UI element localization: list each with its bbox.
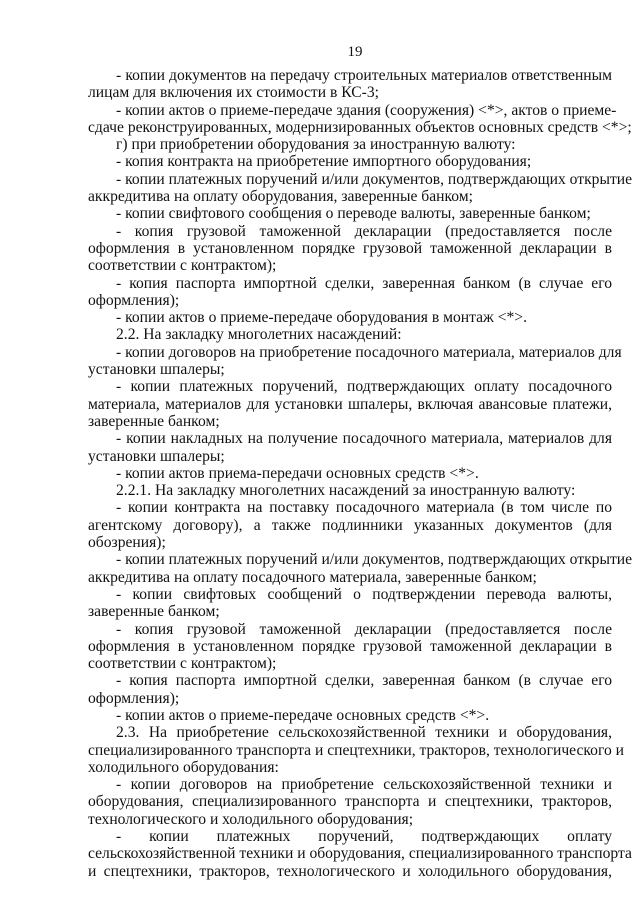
text-line: - копии свифтовых сообщений о подтверждении перевода валюты,: [116, 585, 612, 603]
page-number: 19: [347, 44, 363, 60]
text-line: - копия грузовой таможенной декларации (предоставляется после: [116, 620, 612, 638]
text-line: 2.3. На приобретение сельскохозяйственной техники и оборудования,: [116, 724, 612, 742]
text-line: материала, материалов для установки шпалеры, включая авансовые платежи,: [88, 395, 612, 413]
text-line: - копии платежных поручений и/или документов, подтверждающих открытие: [116, 551, 633, 569]
text-line: - копии свифтового сообщения о переводе валюты, заверенные банком;: [116, 205, 591, 223]
text-line: установки шпалеры;: [88, 361, 225, 379]
text-line: соответствии с контрактом);: [88, 257, 277, 275]
text-line: - копии накладных на получение посадочного материала, материалов для: [116, 430, 612, 448]
text-line: оформления в установленном порядке грузовой таможенной декларации в: [88, 637, 612, 655]
document-body: [88, 67, 633, 880]
text-line: оформления);: [88, 689, 180, 707]
text-line: - копии договоров на приобретение посадочного материала, материалов для: [116, 343, 622, 361]
text-line: заверенные банком;: [88, 603, 220, 621]
text-line: - копии договоров на приобретение сельскохозяйственной техники и: [116, 776, 612, 794]
text-line: - копия контракта на приобретение импортного оборудования;: [116, 153, 532, 171]
text-line: - копии актов о приеме-передаче оборудования в монтаж <*>.: [116, 309, 527, 327]
text-line: установки шпалеры;: [88, 447, 225, 465]
text-line: - копия паспорта импортной сделки, заверенная банком (в случае его: [116, 672, 612, 690]
text-line: заверенные банком;: [88, 412, 220, 430]
text-line: - копии актов приема-передачи основных средств <*>.: [116, 464, 479, 482]
text-line: холодильного оборудования:: [88, 758, 279, 776]
text-line: оборудования, специализированного транспорта и спецтехники, тракторов,: [88, 793, 612, 811]
text-line: 2.2.1. На закладку многолетних насаждений за иностранную валюту:: [116, 482, 576, 500]
text-line: сдаче реконструированных, модернизированных объектов основных средств <*>;: [88, 118, 632, 136]
text-line: - копии платежных поручений и/или документов, подтверждающих открытие: [116, 170, 633, 188]
text-line: - копия паспорта импортной сделки, заверенная банком (в случае его: [116, 274, 612, 292]
text-line: агентскому договору), а также подлинники указанных документов (для: [88, 516, 612, 534]
text-line: сельскохозяйственной техники и оборудования, специализированного транспорта: [88, 845, 632, 863]
text-line: технологического и холодильного оборудования;: [88, 810, 414, 828]
text-line: г) при приобретении оборудования за иностранную валюту:: [116, 136, 516, 154]
text-line: - копия грузовой таможенной декларации (предоставляется после: [116, 222, 612, 240]
text-line: - копии платежных поручений, подтверждающих оплату: [116, 828, 612, 846]
text-line: - копии платежных поручений, подтверждающих оплату посадочного: [116, 378, 612, 396]
text-line: оформления в установленном порядке грузовой таможенной декларации в: [88, 239, 612, 257]
text-line: соответствии с контрактом);: [88, 655, 277, 673]
text-line: и спецтехники, тракторов, технологического и холодильного оборудования,: [88, 862, 612, 880]
text-line: - копии актов о приеме-передаче здания (сооружения) <*>, актов о приеме-: [116, 101, 617, 119]
text-line: обозрения);: [88, 534, 166, 552]
text-line: - копии документов на передачу строительных материалов ответственным: [116, 67, 612, 84]
text-line: - копии контракта на поставку посадочного материала (в том числе по: [116, 499, 612, 517]
text-line: аккредитива на оплату посадочного материала, заверенные банком;: [88, 568, 537, 586]
text-line: специализированного транспорта и спецтехники, тракторов, технологического и: [88, 741, 625, 759]
text-line: - копии актов о приеме-передаче основных средств <*>.: [116, 706, 490, 724]
text-line: аккредитива на оплату оборудования, заверенные банком;: [88, 188, 473, 206]
text-line: 2.2. На закладку многолетних насаждений:: [116, 326, 402, 344]
text-line: лицам для включения их стоимости в КС-3;: [88, 84, 379, 102]
text-line: оформления);: [88, 291, 180, 309]
